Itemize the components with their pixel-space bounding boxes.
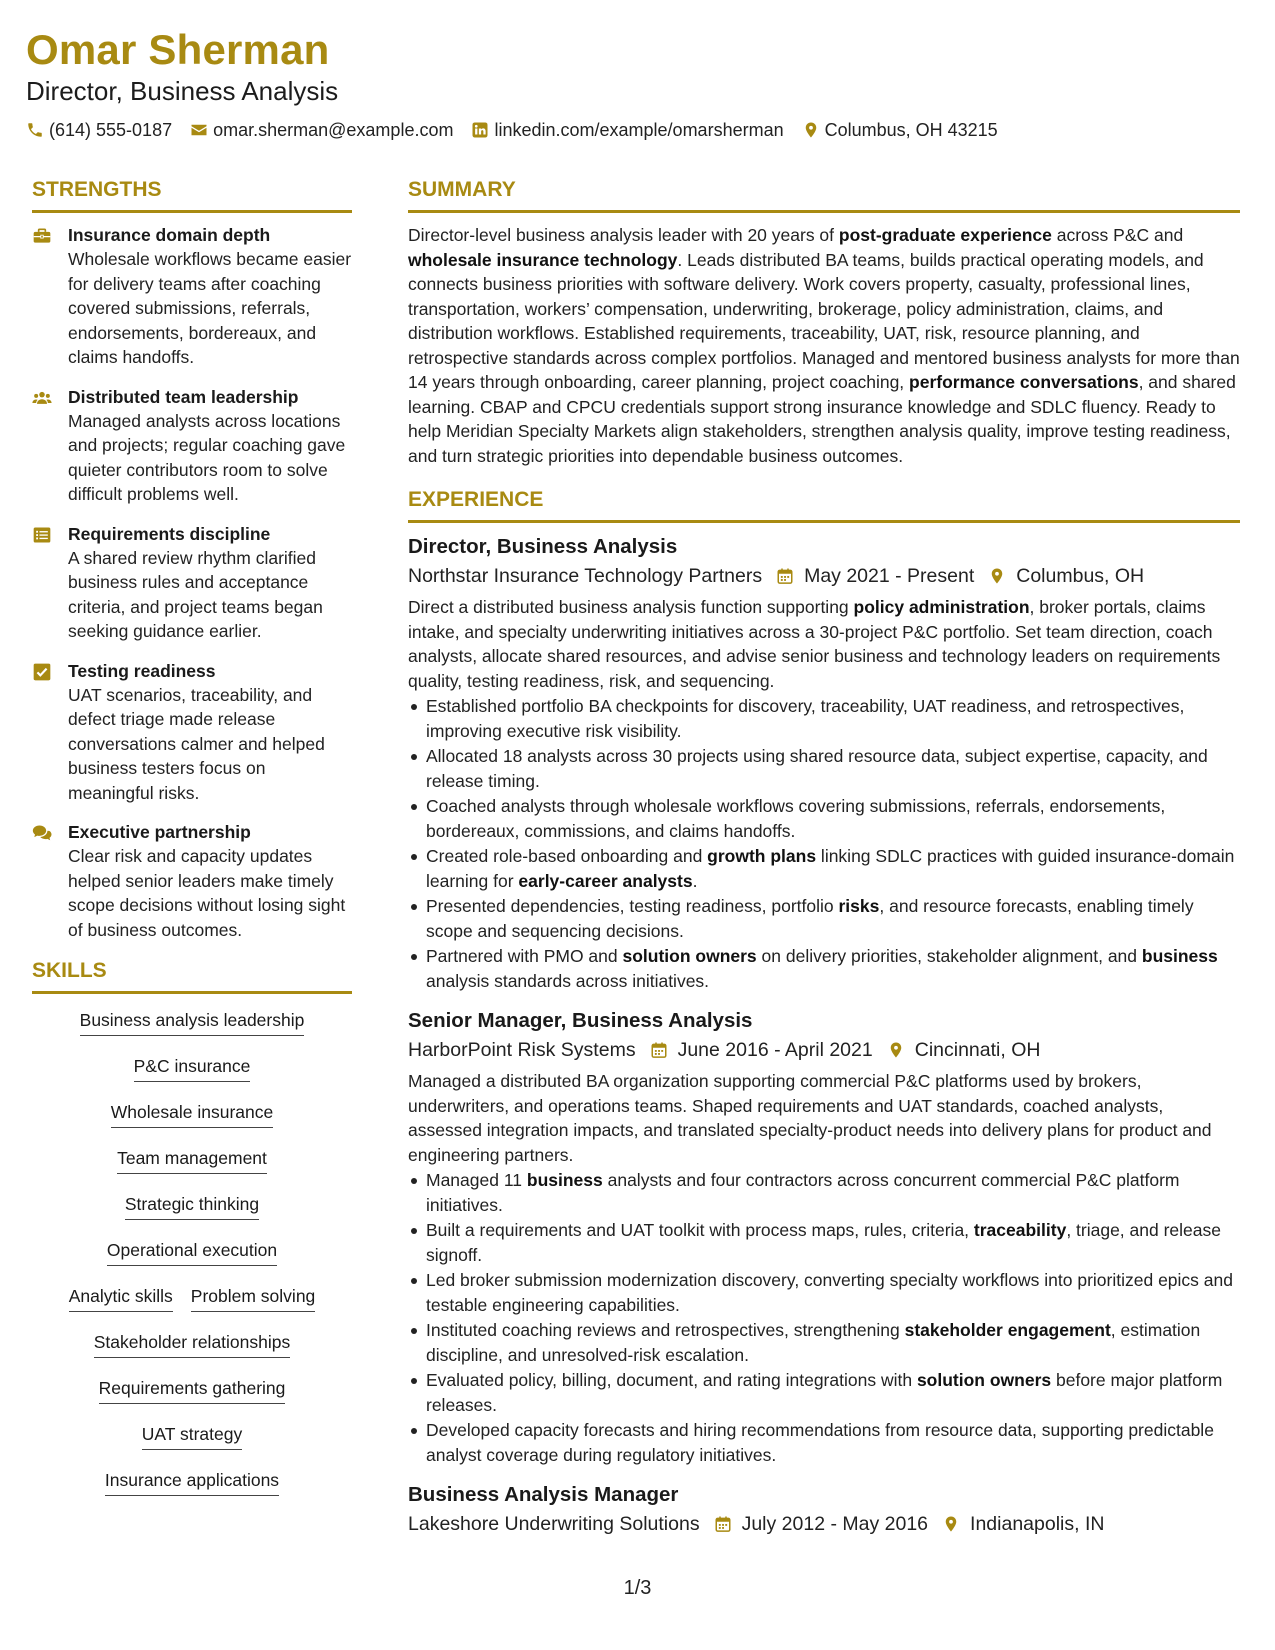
calendar-icon bbox=[650, 1041, 668, 1059]
main-column bbox=[408, 176, 1240, 1553]
briefcase-icon bbox=[32, 223, 68, 370]
company-name: Lakeshore Underwriting Solutions bbox=[408, 1513, 700, 1535]
list-item: Coached analysts through wholesale workflows covering submissions, referrals, endorsements, bordereaux, commissions, and claims handoffs. bbox=[408, 794, 1240, 843]
location-text: Columbus, OH 43215 bbox=[824, 120, 998, 140]
dates-text: June 2016 - April 2021 bbox=[677, 1039, 873, 1061]
strength-title: Distributed team leadership bbox=[68, 386, 299, 407]
strength-item bbox=[32, 659, 352, 806]
strength-item bbox=[32, 223, 352, 370]
emphasis-text: early-career analysts bbox=[518, 870, 693, 891]
location-text: Columbus, OH bbox=[1016, 565, 1145, 587]
skill-strategic-thinking: Strategic thinking bbox=[125, 1192, 259, 1220]
skill-insurance-applications: Insurance applications bbox=[105, 1468, 279, 1496]
strength-body bbox=[68, 820, 352, 942]
experience-heading: EXPERIENCE bbox=[408, 486, 1240, 523]
calendar-icon bbox=[714, 1515, 732, 1533]
skill-row bbox=[32, 1238, 352, 1284]
linkedin-icon bbox=[471, 121, 489, 139]
skill-problem-solving: Problem solving bbox=[191, 1284, 316, 1312]
company-name: Northstar Insurance Technology Partners bbox=[408, 565, 763, 587]
skills-list bbox=[32, 1004, 352, 1514]
emphasis-text: business bbox=[526, 1170, 603, 1190]
job-title: Senior Manager, Business Analysis bbox=[408, 1009, 753, 1032]
job-title: Business Analysis Manager bbox=[408, 1483, 679, 1506]
list-item: Instituted coaching reviews and retrospectives, strengthening stakeholder engagement, estimation discipline, and unresolved-risk escalation. bbox=[408, 1318, 1240, 1367]
skill-row bbox=[32, 1054, 352, 1100]
emphasis-text: post-graduate experience bbox=[838, 225, 1052, 245]
skill-wholesale-insurance: Wholesale insurance bbox=[111, 1100, 273, 1128]
list-icon bbox=[32, 522, 68, 644]
emphasis-text: risks bbox=[838, 896, 880, 916]
strength-title: Requirements discipline bbox=[68, 523, 271, 544]
location-text: Cincinnati, OH bbox=[914, 1039, 1041, 1061]
strength-title: Insurance domain depth bbox=[68, 225, 271, 245]
check-square-icon bbox=[32, 659, 68, 806]
job-company bbox=[408, 561, 762, 591]
job-location bbox=[988, 561, 1144, 591]
strength-title: Testing readiness bbox=[68, 660, 216, 681]
strength-body bbox=[68, 659, 352, 806]
location-text: Indianapolis, IN bbox=[970, 1513, 1105, 1535]
map-pin-icon bbox=[802, 121, 820, 139]
candidate-name: Omar Sherman bbox=[26, 26, 330, 73]
skill-row bbox=[32, 1146, 352, 1192]
summary-text: Director-level business analysis leader with 20 years of post-graduate experience across P&C and wholesale insurance technology. Leads distributed BA teams, builds practical operating models, and connects business priorities with software delivery. Work covers property, casualty, professional lines, transportation, workers’ compensation, underwriting, brokerage, policy administration, claims, and distribution workflows. Established requirements, traceability, UAT, risk, resource planning, and retrospective standards across complex portfolios. Managed and mentored business analysts for more than 14 years through onboarding, career planning, project coaching, performance conversations, and shared learning. CBAP and CPCU credentials support strong insurance knowledge and SDLC fluency. Ready to help Meridian Specialty Markets align stakeholders, strengthen analysis quality, improve testing readiness, and turn strategic priorities into dependable business outcomes. bbox=[408, 225, 1240, 466]
strength-description: UAT scenarios, traceability, and defect triage made release conversations calmer and helped business testers focus on meaningful risks. bbox=[68, 684, 325, 803]
list-item: Managed 11 business analysts and four contractors across concurrent commercial P&C platform initiatives. bbox=[408, 1168, 1240, 1217]
contact-location bbox=[802, 118, 998, 142]
emphasis-text: performance conversations bbox=[909, 372, 1139, 392]
job-company bbox=[408, 1509, 700, 1539]
users-icon bbox=[32, 385, 68, 507]
emphasis-text: stakeholder engagement bbox=[904, 1320, 1111, 1340]
job-entry bbox=[408, 533, 1240, 993]
strength-description: A shared review rhythm clarified business rules and acceptance criteria, and project teams began seeking guidance earlier. bbox=[68, 547, 323, 641]
emphasis-text: business bbox=[1141, 946, 1218, 966]
strength-item bbox=[32, 820, 352, 942]
skill-operational-execution: Operational execution bbox=[107, 1238, 277, 1266]
list-item: Developed capacity forecasts and hiring recommendations from resource data, supporting predictable analyst coverage during regulatory initiatives. bbox=[408, 1418, 1240, 1467]
strength-item bbox=[32, 385, 352, 507]
dates-text: May 2021 - Present bbox=[804, 565, 975, 587]
skill-row bbox=[32, 1468, 352, 1514]
strength-item bbox=[32, 522, 352, 644]
list-item: Built a requirements and UAT toolkit with process maps, rules, criteria, traceability, triage, and release signoff. bbox=[408, 1218, 1240, 1267]
list-item: Presented dependencies, testing readiness, portfolio risks, and resource forecasts, enabling timely scope and sequencing decisions. bbox=[408, 894, 1240, 943]
linkedin-link[interactable]: linkedin.com/example/omarsherman bbox=[494, 120, 784, 140]
skill-uat-strategy: UAT strategy bbox=[142, 1422, 243, 1450]
envelope-icon bbox=[190, 121, 208, 139]
contact-phone bbox=[26, 118, 172, 142]
phone-icon bbox=[26, 121, 44, 139]
page-number: 1/3 bbox=[623, 1577, 652, 1599]
skill-row bbox=[32, 1422, 352, 1468]
skill-row bbox=[32, 1100, 352, 1146]
job-location bbox=[887, 1035, 1041, 1065]
emphasis-text: solution owners bbox=[916, 1370, 1052, 1390]
skill-team-management: Team management bbox=[117, 1146, 267, 1174]
job-dates bbox=[776, 561, 974, 591]
calendar-icon bbox=[776, 567, 794, 585]
job-meta bbox=[408, 561, 1240, 591]
contact-email[interactable] bbox=[190, 118, 453, 142]
experience-list bbox=[408, 533, 1240, 1539]
strengths-list bbox=[32, 223, 352, 942]
skill-analytic-skills: Analytic skills bbox=[69, 1284, 173, 1312]
list-item: Created role-based onboarding and growth plans linking SDLC practices with guided insurance-domain learning for early-career analysts. bbox=[408, 844, 1240, 893]
emphasis-text: policy administration bbox=[853, 597, 1030, 617]
job-meta bbox=[408, 1509, 1240, 1539]
job-dates bbox=[714, 1509, 928, 1539]
email-link[interactable]: omar.sherman@example.com bbox=[213, 120, 454, 140]
strength-description: Managed analysts across locations and projects; regular coaching gave quieter contributors room to solve difficult problems well. bbox=[68, 410, 346, 504]
job-meta bbox=[408, 1035, 1240, 1065]
list-item: Led broker submission modernization discovery, converting specialty workflows into prioritized epics and testable engineering capabilities. bbox=[408, 1268, 1240, 1317]
candidate-title: Director, Business Analysis bbox=[26, 76, 339, 106]
job-entry bbox=[408, 1481, 1240, 1539]
map-pin-icon bbox=[942, 1515, 960, 1533]
list-item: Evaluated policy, billing, document, and rating integrations with solution owners before major platform releases. bbox=[408, 1368, 1240, 1417]
comments-icon bbox=[32, 820, 68, 942]
skill-row bbox=[32, 1192, 352, 1238]
contact-bar bbox=[26, 118, 1246, 142]
skill-business-analysis-leadership: Business analysis leadership bbox=[80, 1008, 305, 1036]
summary-heading: SUMMARY bbox=[408, 176, 1240, 213]
skill-row bbox=[32, 1330, 352, 1376]
map-pin-icon bbox=[988, 567, 1006, 585]
dates-text: July 2012 - May 2016 bbox=[741, 1513, 929, 1535]
job-description: Managed a distributed BA organization supporting commercial P&C platforms used by brokers, underwriters, and operations teams. Shaped requirements and UAT standards, coached analysts, assessed integration impacts, and translated specialty-product needs into delivery plans for product and engineering partners. bbox=[408, 1071, 1212, 1165]
sidebar-column bbox=[32, 176, 352, 1514]
job-entry bbox=[408, 1007, 1240, 1467]
skill-requirements-gathering: Requirements gathering bbox=[99, 1376, 286, 1404]
skill-stakeholder-relationships: Stakeholder relationships bbox=[94, 1330, 291, 1358]
list-item: Allocated 18 analysts across 30 projects using shared resource data, subject expertise, capacity, and release timing. bbox=[408, 744, 1240, 793]
list-item: Established portfolio BA checkpoints for discovery, traceability, UAT readiness, and retrospectives, improving executive risk visibility. bbox=[408, 694, 1240, 743]
company-name: HarborPoint Risk Systems bbox=[408, 1039, 636, 1061]
emphasis-text: solution owners bbox=[622, 946, 757, 966]
map-pin-icon bbox=[887, 1041, 905, 1059]
resume-header bbox=[26, 26, 1246, 142]
job-title: Director, Business Analysis bbox=[408, 535, 678, 558]
strength-title: Executive partnership bbox=[68, 822, 251, 842]
emphasis-text: traceability bbox=[973, 1220, 1067, 1240]
phone-text: (614) 555-0187 bbox=[49, 120, 173, 140]
job-bullets bbox=[408, 694, 1240, 993]
emphasis-text: wholesale insurance technology bbox=[408, 249, 678, 270]
strength-description: Wholesale workflows became easier for delivery teams after coaching covered submissions, referrals, endorsements, bordereaux, and claims handoffs. bbox=[68, 249, 352, 367]
skill-pandc-insurance: P&C insurance bbox=[134, 1054, 251, 1082]
job-company bbox=[408, 1035, 636, 1065]
skills-heading: SKILLS bbox=[32, 957, 352, 994]
skill-row bbox=[32, 1008, 352, 1054]
strength-body bbox=[68, 522, 352, 644]
strength-body bbox=[68, 223, 352, 370]
strength-description: Clear risk and capacity updates helped senior leaders make timely scope decisions without losing sight of business outcomes. bbox=[68, 846, 346, 940]
skill-row bbox=[32, 1376, 352, 1422]
job-bullets bbox=[408, 1168, 1240, 1467]
emphasis-text: growth plans bbox=[707, 846, 817, 866]
list-item: Partnered with PMO and solution owners on delivery priorities, stakeholder alignment, and business analysis standards across initiatives. bbox=[408, 944, 1240, 993]
strength-body bbox=[68, 385, 352, 507]
job-description: Direct a distributed business analysis function supporting policy administration, broker portals, claims intake, and specialty underwriting initiatives across a 30-project P&C portfolio. Set team direction, coach analysts, allocate shared resources, and advise senior business and technology leaders on requirements quality, testing readiness, risk, and sequencing. bbox=[408, 597, 1221, 691]
job-dates bbox=[650, 1035, 873, 1065]
job-location bbox=[942, 1509, 1104, 1539]
skill-row bbox=[32, 1284, 352, 1330]
contact-linkedin[interactable] bbox=[471, 118, 783, 142]
strengths-heading: STRENGTHS bbox=[32, 176, 352, 213]
